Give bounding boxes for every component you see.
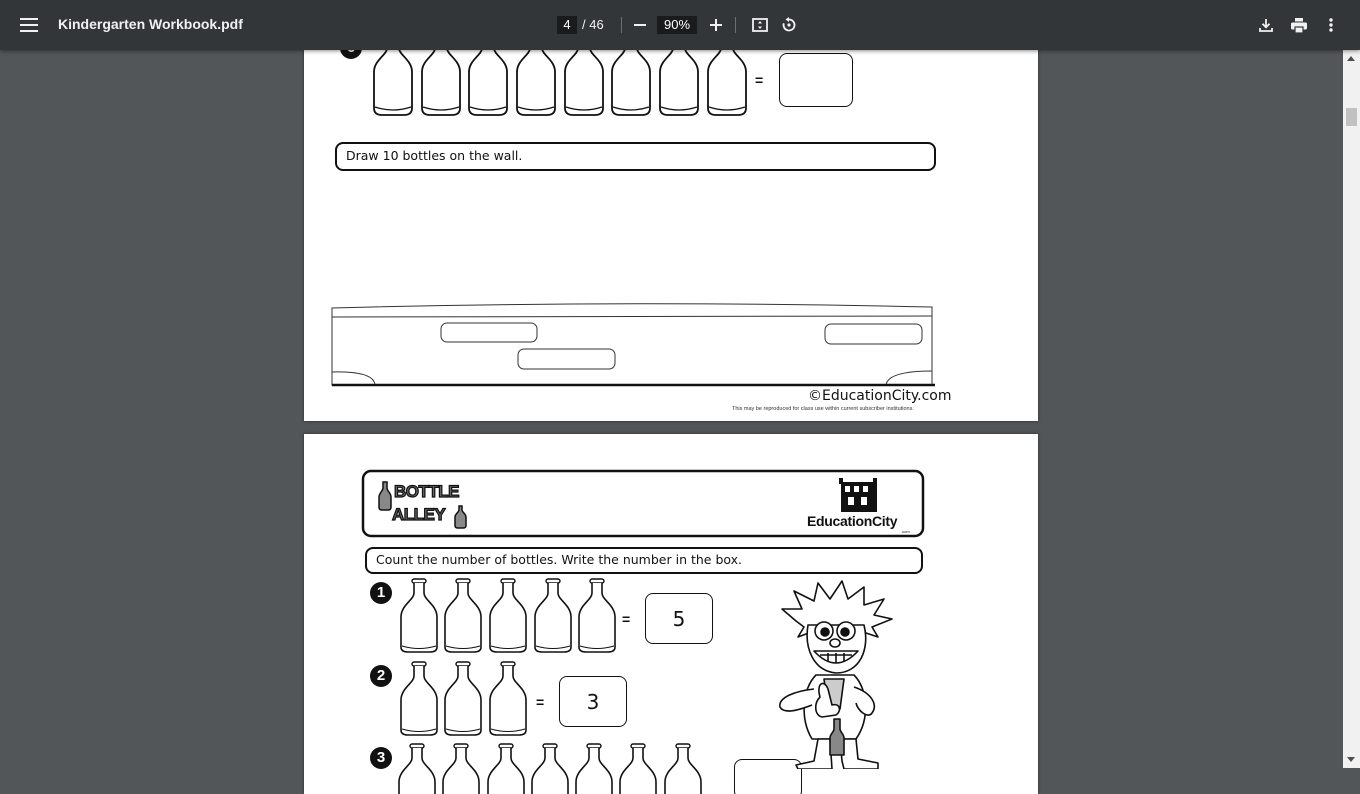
download-icon[interactable] [1250,9,1282,41]
zoom-out-icon[interactable] [624,9,656,41]
document-title: Kindergarten Workbook.pdf [58,16,243,32]
scroll-thumb[interactable] [1346,108,1357,126]
rotate-icon[interactable] [773,9,805,41]
pdf-page [304,30,1038,421]
fit-page-icon[interactable] [744,9,776,41]
instruction-box: Draw 10 bottles on the wall. [335,142,936,171]
answer-box[interactable]: 5 [645,593,713,644]
scroll-up-arrow-icon[interactable] [1347,56,1355,61]
equals-sign: = [536,694,545,710]
fine-print: This may be reproduced for class use within current subscriber institutions. [732,406,914,412]
scroll-down-arrow-icon[interactable] [1347,757,1355,762]
print-icon[interactable] [1283,9,1315,41]
vertical-scrollbar[interactable] [1343,50,1360,768]
pdf-page [304,434,1038,794]
toolbar-divider [735,17,736,33]
brand-suffix: .com [901,529,910,534]
toolbar-divider [621,17,622,33]
hamburger-menu-icon[interactable] [13,9,45,41]
answer-box[interactable]: 3 [559,676,627,727]
bottle-alley-logo: ALLEY [392,505,446,524]
instruction-box: Count the number of bottles. Write the number in the box. [365,547,923,574]
question-number: 1 [370,582,392,604]
more-vert-icon[interactable] [1315,9,1347,41]
question-number: 3 [370,747,392,769]
bottle-alley-logo: BOTTLE [394,482,459,501]
wall-drawing [304,30,1038,421]
page-number-input[interactable]: 4 [557,16,577,34]
page-count: / 46 [582,17,604,32]
equals-sign: = [622,611,631,627]
educationcity-brand: EducationCity [807,513,898,529]
pdf-toolbar [0,0,1360,50]
zoom-in-icon[interactable] [700,9,732,41]
equals-sign: = [755,72,764,88]
copyright-text: ©EducationCity.com [808,388,952,404]
cartoon-mascot-illustration [774,579,904,769]
zoom-level-input[interactable]: 90% [657,16,697,34]
question-number: 2 [370,665,392,687]
